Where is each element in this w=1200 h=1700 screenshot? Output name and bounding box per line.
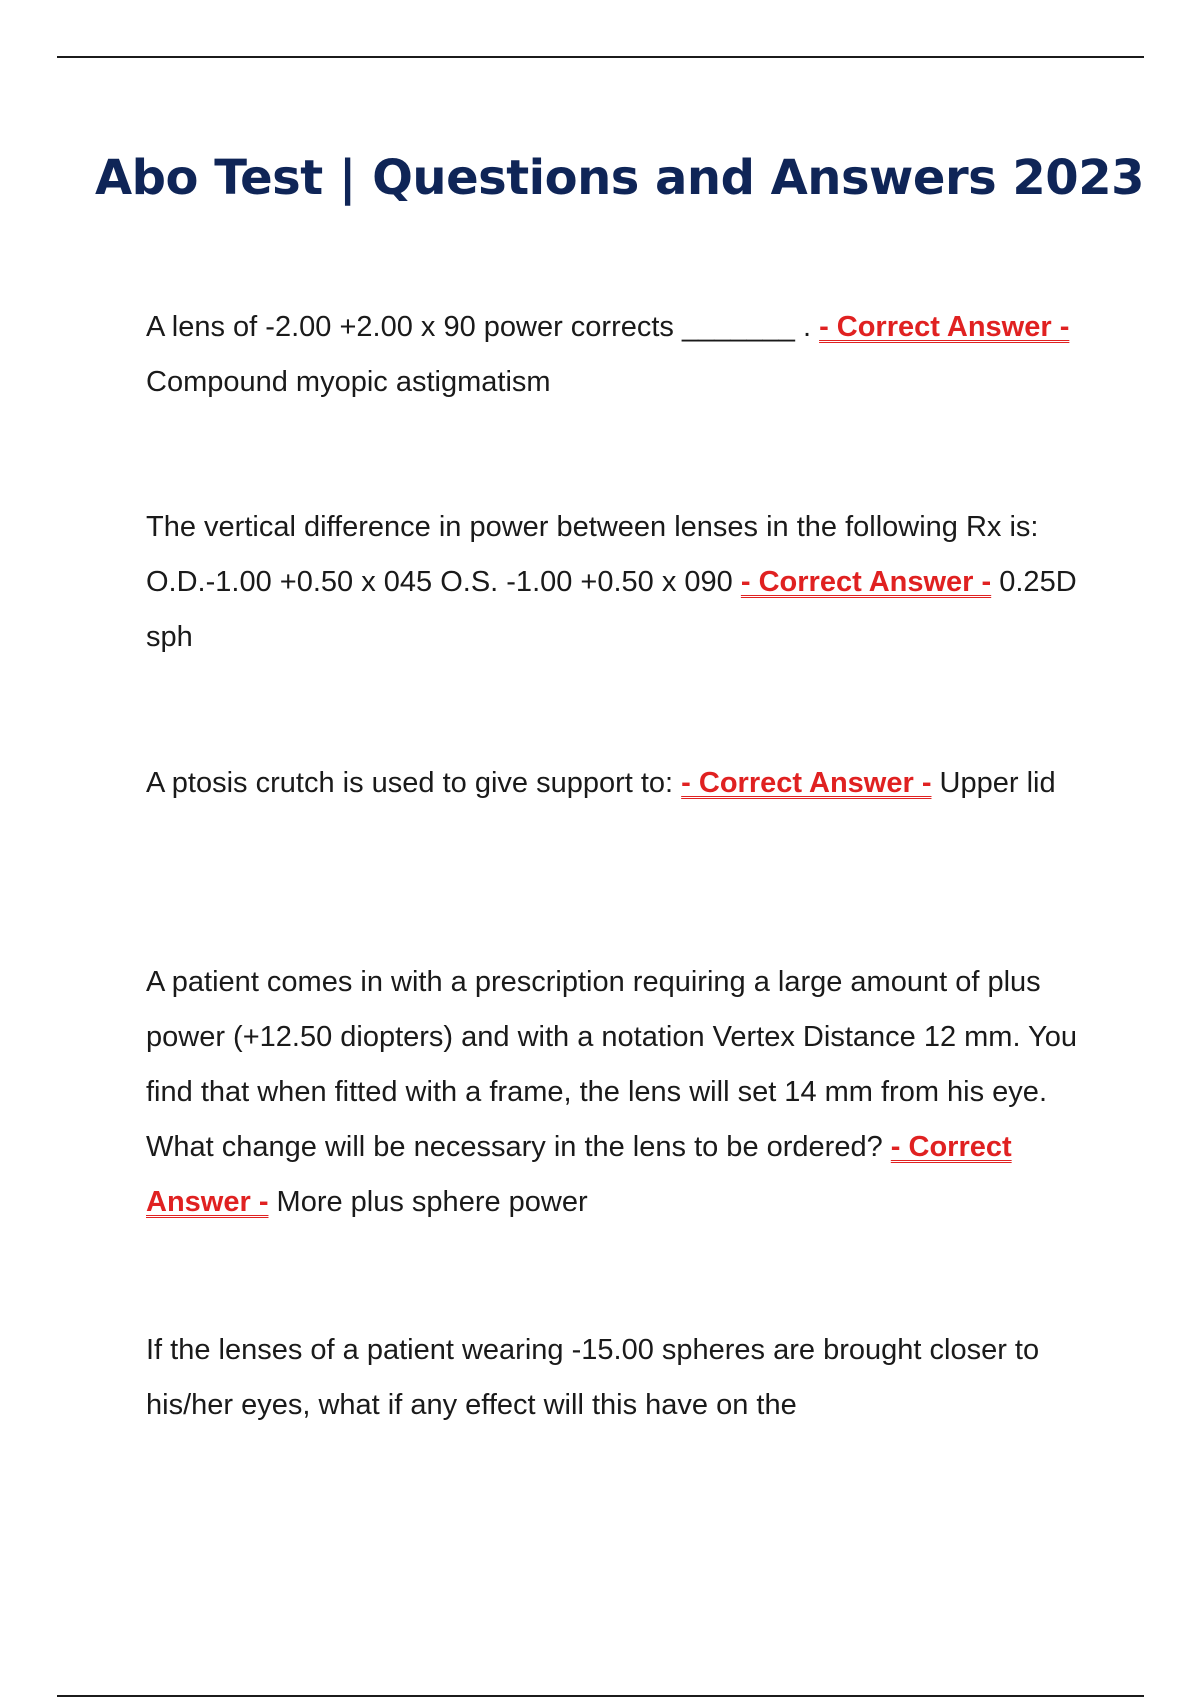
question-text: A ptosis crutch is used to give support to: xyxy=(146,767,682,799)
correct-answer-label: - Correct Answer - xyxy=(819,311,1070,343)
correct-answer-label: - Correct Answer - xyxy=(681,767,932,799)
qa-item xyxy=(146,756,1091,811)
answer-text: 0.25D sph xyxy=(146,566,1077,653)
qa-item xyxy=(146,500,1091,665)
question-text: A patient comes in with a prescription requiring a large amount of plus power (+12.50 diopters) and with a notation Vertex Distance 12 mm. You find that when fitted with a frame, the lens will set 14 mm from his eye. What change will be necessary in the lens to be ordered? xyxy=(146,966,1077,1163)
question-text: A lens of -2.00 +2.00 x 90 power corrects _______ . xyxy=(146,311,820,343)
qa-item xyxy=(146,300,1091,410)
qa-item xyxy=(146,955,1091,1230)
qa-item xyxy=(146,1323,1091,1433)
answer-text: Upper lid xyxy=(939,767,1056,799)
bottom-rule xyxy=(57,1695,1144,1697)
correct-answer-label: - Correct Answer - xyxy=(740,566,992,598)
question-text: The vertical difference in power between lenses in the following Rx is: O.D.-1.00 +0.50 x 045 O.S. -1.00 +0.50 x 090 xyxy=(146,511,1039,598)
answer-text: Compound myopic astigmatism xyxy=(146,366,551,398)
question-text: If the lenses of a patient wearing -15.00 spheres are brought closer to his/her eyes, what if any effect will this have on the xyxy=(146,1334,1040,1421)
correct-answer-label: - Correct Answer - xyxy=(146,1131,1012,1218)
answer-text: More plus sphere power xyxy=(276,1186,588,1218)
top-rule xyxy=(57,56,1144,58)
page-title: Abo Test | Questions and Answers 2023 xyxy=(95,150,1144,206)
